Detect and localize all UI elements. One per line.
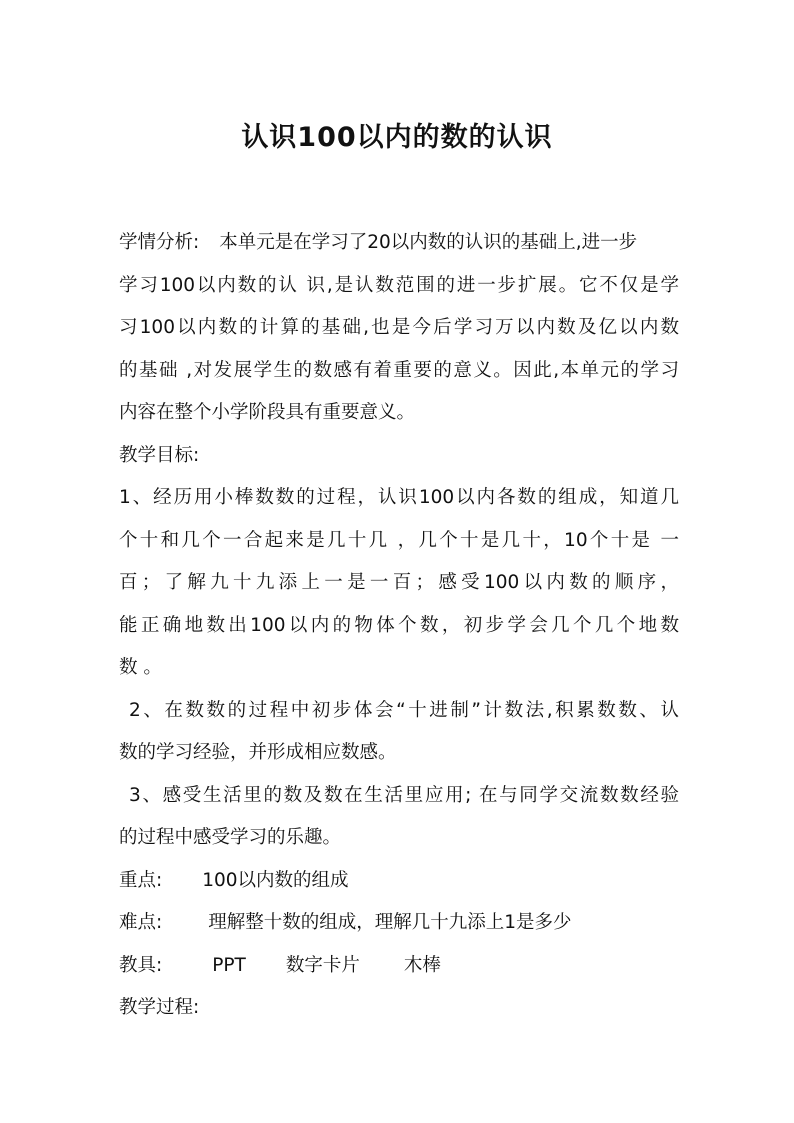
analysis-line-1 (119, 222, 679, 265)
document-body (119, 222, 679, 1030)
objective-1-line-2: 个十和几个一合起来是几十几 ，几个十是几十，10个十是 一 (119, 529, 679, 551)
difficulty-value: 理解整十数的组成，理解几十九添上1是多少 (208, 912, 572, 933)
tool-item-ppt: PPT (212, 954, 246, 976)
analysis-text-1: 本单元是在学习了20以内数的认识的基础上,进一步 (219, 232, 638, 253)
document-title: 认识100以内的数的认识 (241, 122, 553, 153)
objective-1-line-5: 数 。 (119, 657, 162, 678)
objective-1-line-1: 1、经历用小棒数数的过程，认识100以内各数的组成，知道几 (119, 487, 679, 508)
tools-line (119, 945, 679, 988)
objective-1-line-3: 百；了解九十九添上一是一百；感受100以内数的顺序， (119, 572, 679, 593)
tool-item-number-cards: 数字卡片 (285, 954, 360, 976)
difficulty-line (119, 902, 679, 945)
key-point-line (119, 860, 679, 903)
analysis-label: 学情分析: (119, 232, 200, 253)
objective-3-line-2: 的过程中感受学习的乐趣。 (119, 827, 342, 848)
tool-item-sticks: 木棒 (403, 954, 441, 976)
objective-2-line-2: 数的学习经验，并形成相应数感。 (119, 742, 397, 763)
tools-label: 教具: (119, 954, 163, 976)
key-point-value: 100以内数的组成 (202, 869, 349, 891)
analysis-line-3: 习100以内数的计算的基础,也是今后学习万以内数及亿以内数 (119, 317, 679, 338)
objective-1-line-4: 能正确地数出100以内的物体个数，初步学会几个几个地数 (119, 614, 679, 636)
objective-3-line-1: 3、感受生活里的数及数在生活里应用; 在与同学交流数数经验 (129, 784, 679, 806)
key-point-label: 重点: (119, 869, 163, 891)
process-label: 教学过程: (119, 997, 200, 1018)
analysis-line-5: 内容在整个小学阶段具有重要意义。 (119, 402, 416, 423)
difficulty-label: 难点: (119, 912, 163, 933)
objective-2-line-1: 2、在数数的过程中初步体会“十进制”计数法,积累数数、认 (129, 699, 679, 721)
analysis-line-2: 学习100以内数的认 识,是认数范围的进一步扩展。它不仅是学 (119, 274, 679, 296)
analysis-line-4: 的基础 ,对发展学生的数感有着重要的意义。因此,本单元的学习 (119, 359, 679, 381)
objectives-label: 教学目标: (119, 444, 200, 466)
